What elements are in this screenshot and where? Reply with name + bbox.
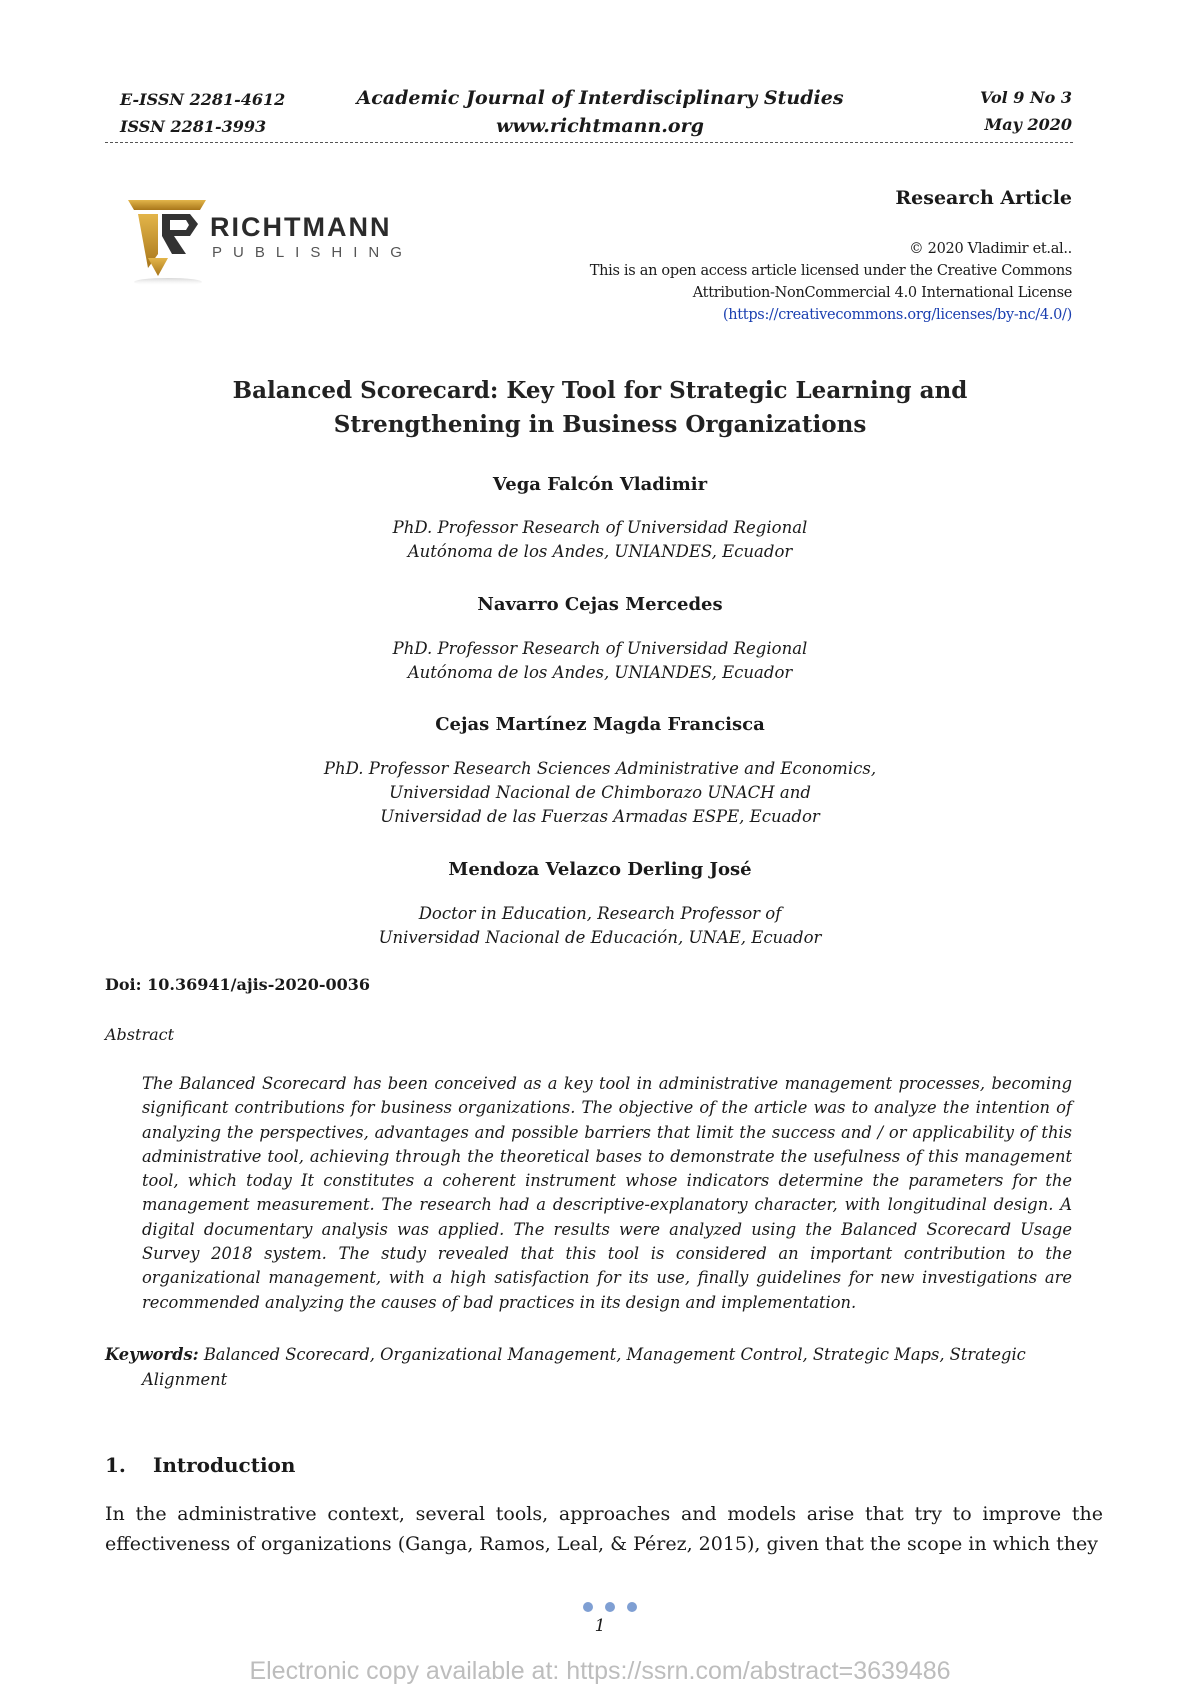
section-title: Introduction	[153, 1453, 296, 1477]
journal-name: Academic Journal of Interdisciplinary Studies	[356, 87, 844, 109]
section-number: 1.	[105, 1453, 126, 1477]
affiliation-line: Autónoma de los Andes, UNIANDES, Ecuador	[407, 542, 793, 561]
issn-block	[120, 86, 285, 140]
affiliation-line: Doctor in Education, Research Professor of	[418, 904, 782, 923]
license-line-2: Attribution-NonCommercial 4.0 International License	[692, 285, 1072, 301]
publisher-subtitle: PUBLISHING	[212, 244, 413, 261]
volume: Vol 9 No 3	[980, 88, 1072, 107]
license-block	[590, 238, 1072, 326]
header-divider	[105, 142, 1073, 143]
abstract-heading: Abstract	[105, 1025, 175, 1044]
volume-block	[980, 84, 1072, 138]
keywords-list: Balanced Scorecard, Organizational Management, Management Control, Strategic Maps, Strategic Alignment	[142, 1345, 1026, 1389]
affiliation-line: PhD. Professor Research of Universidad Regional	[392, 639, 808, 658]
title-line-2: Strengthening in Business Organizations	[333, 411, 867, 438]
author-affiliation	[150, 516, 1050, 564]
author-name: Vega Falcón Vladimir	[492, 474, 708, 495]
author-name: Cejas Martínez Magda Francisca	[435, 714, 765, 735]
issn: ISSN 2281-3993	[120, 117, 267, 136]
intro-paragraph: In the administrative context, several tools, approaches and models arise that try to improve the effectiveness of organizations (Ganga, Ramos, Leal, & Pérez, 2015), given that the scope in which they	[105, 1503, 1103, 1555]
author-name: Mendoza Velazco Derling José	[448, 859, 752, 880]
journal-website[interactable]: www.richtmann.org	[496, 115, 704, 137]
license-link[interactable]: (https://creativecommons.org/licenses/by-nc/4.0/)	[722, 307, 1072, 323]
article-type: Research Article	[895, 187, 1072, 209]
copyright: © 2020 Vladimir et.al..	[909, 241, 1072, 257]
eissn: E-ISSN 2281-4612	[120, 90, 286, 109]
paper-title	[150, 374, 1050, 442]
issue-date: May 2020	[984, 115, 1072, 134]
doi[interactable]: Doi: 10.36941/ajis-2020-0036	[105, 975, 371, 994]
affiliation-line: Universidad de las Fuerzas Armadas ESPE, Ecuador	[380, 807, 820, 826]
page-dots-icon	[580, 1600, 640, 1614]
section-heading	[105, 1453, 295, 1477]
keywords	[105, 1342, 1072, 1392]
affiliation-line: Autónoma de los Andes, UNIANDES, Ecuador	[407, 663, 793, 682]
author-affiliation	[150, 757, 1050, 829]
affiliation-line: PhD. Professor Research of Universidad Regional	[392, 518, 808, 537]
author-name: Navarro Cejas Mercedes	[477, 594, 723, 615]
journal-header	[300, 84, 900, 140]
affiliation-line: Universidad Nacional de Educación, UNAE, Ecuador	[378, 928, 822, 947]
publisher-name: RICHTMANN	[210, 212, 392, 242]
author-affiliation	[150, 637, 1050, 685]
affiliation-line: Universidad Nacional de Chimborazo UNACH and	[389, 783, 811, 802]
title-line-1: Balanced Scorecard: Key Tool for Strategic Learning and	[232, 377, 968, 404]
ssrn-footer[interactable]: Electronic copy available at: https://ssrn.com/abstract=3639486	[249, 1657, 951, 1685]
license-line-1: This is an open access article licensed under the Creative Commons	[589, 263, 1072, 279]
abstract-text: The Balanced Scorecard has been conceived as a key tool in administrative management processes, becoming significant contributions for business organizations. The objective of the article was to analyze the intention of analyzing the perspectives, advantages and possible barriers that limit the success and / or applicability of this administrative tool, achieving through the theoretical bases to demonstrate the usefulness of this management tool, which today It constitutes a coherent instrument whose indicators determine the parameters for the management measurement. The research had a descriptive-explanatory character, with longitudinal design. A digital documentary analysis was applied. The results were analyzed using the Balanced Scorecard Usage Survey 2018 system. The study revealed that this tool is considered an important contribution to the organizational management, with a high satisfaction for its use, finally guidelines for new investigations are recommended analyzing the causes of bad practices in its design and implementation.	[142, 1074, 1072, 1312]
page-number: 1	[594, 1616, 606, 1636]
author-affiliation	[150, 902, 1050, 950]
affiliation-line: PhD. Professor Research Sciences Administrative and Economics,	[323, 759, 877, 778]
keywords-label: Keywords:	[105, 1345, 199, 1364]
